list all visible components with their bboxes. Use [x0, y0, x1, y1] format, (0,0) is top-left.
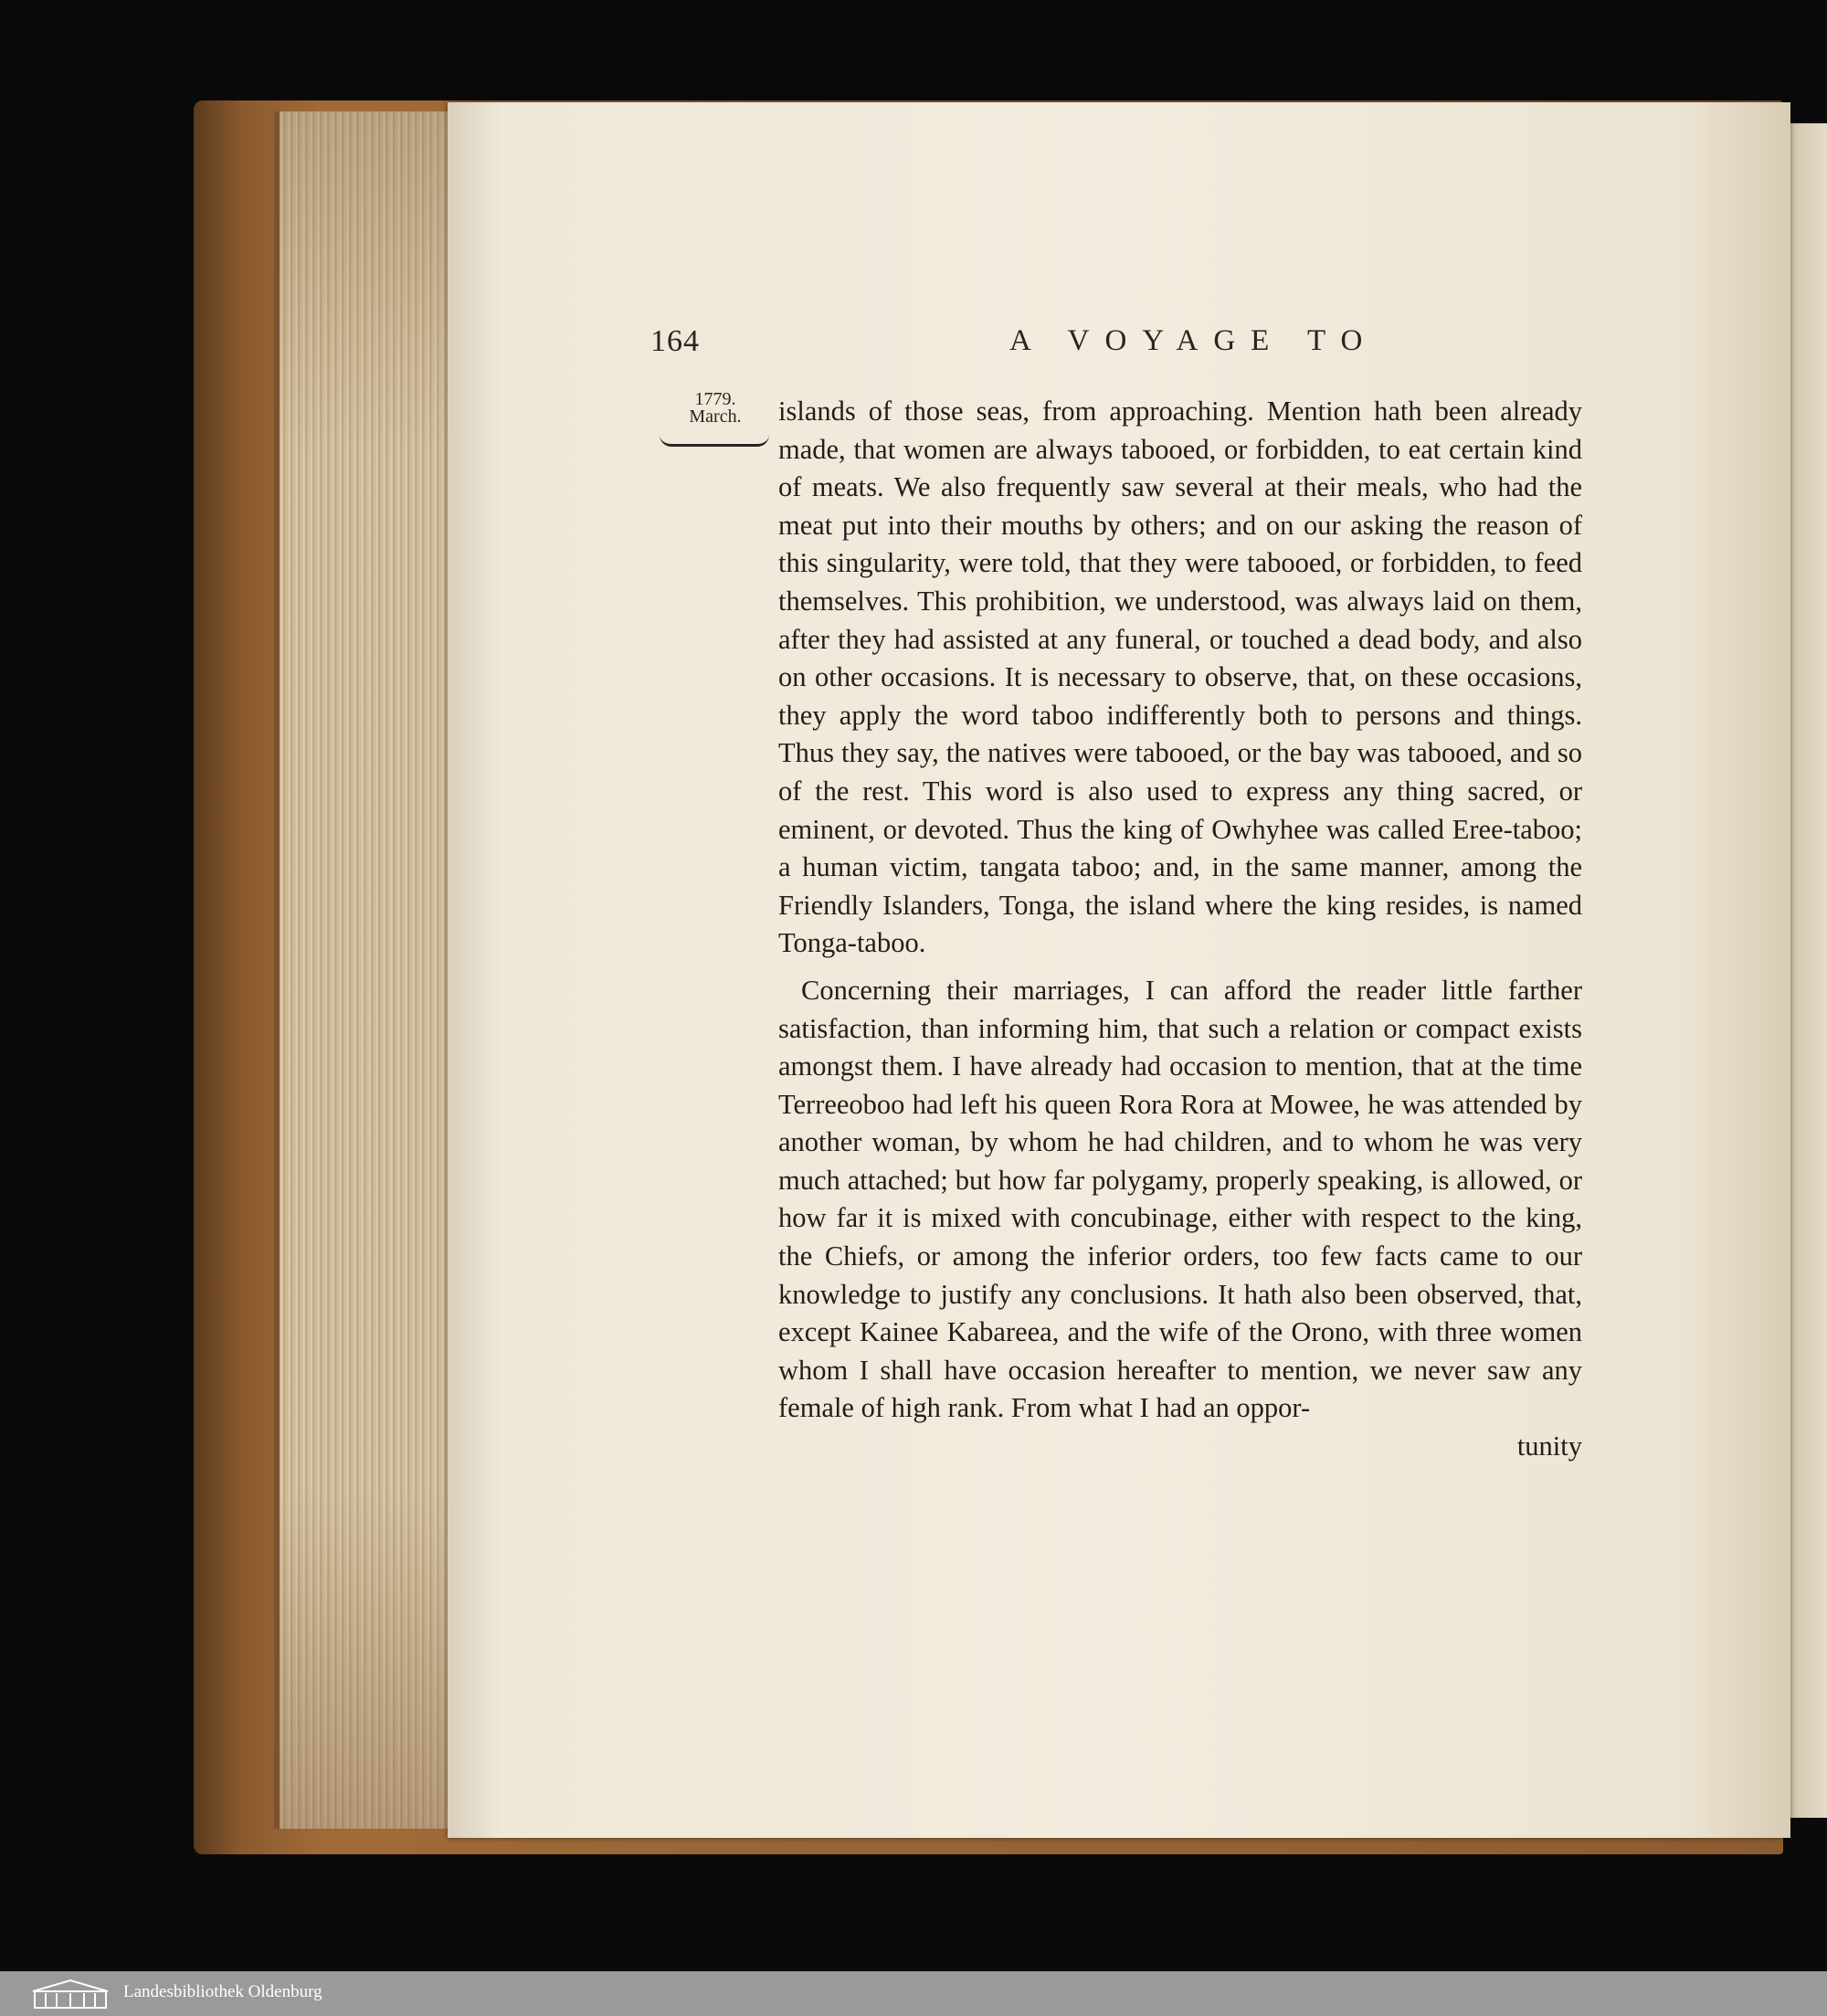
- brace-icon: [660, 435, 769, 447]
- library-name: Landesbibliothek Oldenburg: [123, 1982, 322, 2001]
- running-head-title: A VOYAGE TO: [1009, 324, 1378, 357]
- catchword: tunity: [1516, 1430, 1582, 1462]
- running-head: [0, 324, 1827, 379]
- margin-date-note: [674, 391, 756, 447]
- margin-year: 1779.: [694, 389, 736, 409]
- footer-bar: [0, 1971, 1827, 2016]
- margin-month: March.: [689, 406, 742, 427]
- page-number: 164: [650, 324, 700, 358]
- library-building-icon: [29, 1979, 111, 2010]
- body-text: [778, 393, 1582, 1466]
- paragraph-taboo: islands of those seas, from approaching. Mention hath been already made, that women are always tabooed, or forbidden, to eat certain kind of meats. We also frequently saw several at their meals, who had the meat put into their mouths by others; and on our asking the reason of this singularity, were told, that they were tabooed, or forbidden, to feed themselves. This prohibition, we understood, was always laid on them, after they had assisted at any funeral, or touched a dead body, and also on other occasions. It is necessary to observe, that, on these occasions, they apply the word taboo indifferently both to persons and things. Thus they say, the natives were tabooed, or the bay was tabooed, and so of the rest. This word is also used to express any thing sacred, or eminent, or devoted. Thus the king of Owhyhee was called Eree-taboo; a human victim, tangata taboo; and, in the same manner, among the Friendly Islanders, Tonga, the island where the king resides, is named Tonga-taboo.: [778, 396, 1582, 959]
- paragraph-marriages: Concerning their marriages, I can afford the reader little farther satisfaction, than informing him, that such a relation or compact exists amongst them. I have already had occasion to mention, that at the time Terreeoboo had left his queen Rora Rora at Mowee, he was attended by another woman, by whom he had children, and to whom he was very much attached; but how far polygamy, properly speaking, is allowed, or how far it is mixed with concubinage, either with respect to the king, the Chiefs, or among the inferior orders, too few facts came to our knowledge to justify any conclusions. It hath also been observed, that, except Kainee Kabareea, and the wife of the Orono, with three women whom I shall have occasion hereafter to mention, we never saw any female of high rank. From what I had an oppor-: [778, 974, 1582, 1424]
